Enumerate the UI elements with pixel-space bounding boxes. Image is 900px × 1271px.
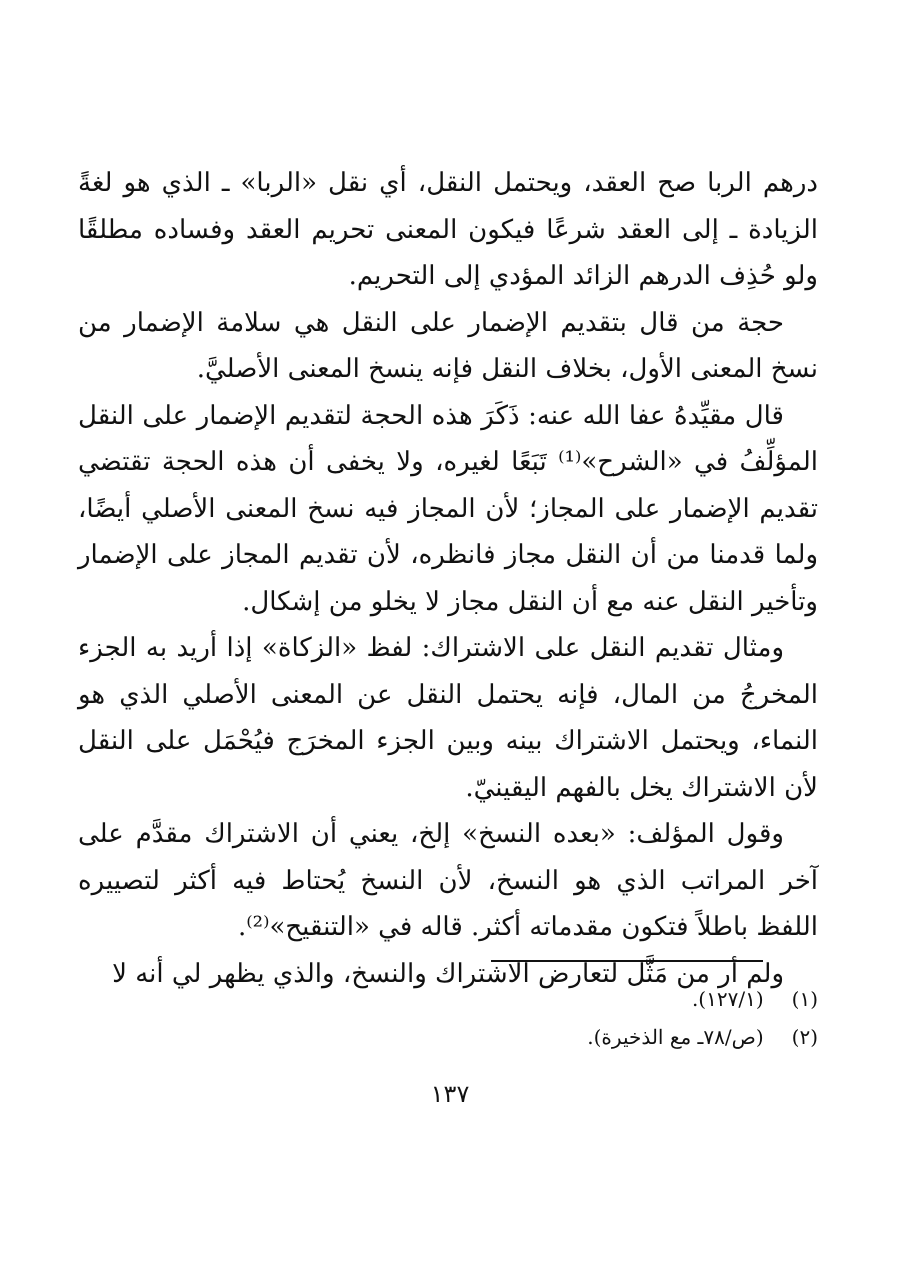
- footnote-number: (٢): [791, 1025, 818, 1049]
- paragraph-5: وقول المؤلف: «بعده النسخ» إلخ، يعني أن الاشتراك مقدَّم على آخر المراتب الذي هو النسخ، لأن النسخ يُحتاط فيه أكثر لتصييره اللفظ باطلاً فتكون مقدماته أكثر. قاله في «التنقيح»⁽²⁾.: [78, 819, 818, 942]
- paragraph-1: درهم الربا صح العقد، ويحتمل النقل، أي نقل «الربا» ـ الذي هو لغةً الزيادة ـ إلى العقد شرعًا فيكون المعنى تحريم العقد وفساده مطلقًا ولو حُذِف الدرهم الزائد المؤدي إلى التحريم.: [78, 168, 818, 291]
- footnote-text: (ص/٧٨ـ مع الذخيرة).: [587, 1025, 764, 1049]
- main-text: [78, 160, 818, 997]
- footnote-2: [78, 1018, 818, 1056]
- paragraph-4: ومثال تقديم النقل على الاشتراك: لفظ «الزكاة» إذا أريد به الجزء المخرجُ من المال، فإنه يحتمل النقل عن المعنى الأصلي الذي هو النماء، ويحتمل الاشتراك بينه وبين الجزء المخرَج فيُحْمَل على النقل لأن الاشتراك يخل بالفهم اليقينيّ.: [78, 633, 818, 803]
- paragraph-2: حجة من قال بتقديم الإضمار على النقل هي سلامة الإضمار من نسخ المعنى الأول، بخلاف النقل فإنه ينسخ المعنى الأصليَّ.: [78, 307, 818, 384]
- footnote-divider: [491, 960, 763, 962]
- page-number: ١٣٧: [430, 1080, 470, 1108]
- paragraph-3: قال مقيِّدهُ عفا الله عنه: ذَكَرَ هذه الحجة لتقديم الإضمار على النقل المؤلِّفُ في «الشرح»⁽¹⁾ تَبَعًا لغيره، ولا يخفى أن هذه الحجة تقتضي تقديم الإضمار على المجاز؛ لأن المجاز فيه نسخ المعنى الأصلي أيضًا، ولما قدمنا من أن النقل مجاز فانظره، لأن تقديم المجاز على الإضمار وتأخير النقل عنه مع أن النقل مجاز لا يخلو من إشكال.: [78, 400, 818, 617]
- footnotes: [78, 980, 818, 1056]
- paragraph-6: ولم أر من مَثَّل لتعارض الاشتراك والنسخ، والذي يظهر لي أنه لا: [112, 958, 784, 989]
- footnote-number: (١): [791, 987, 818, 1011]
- footnote-text: (١٢٧/١).: [691, 987, 764, 1011]
- footnote-1: [78, 980, 818, 1018]
